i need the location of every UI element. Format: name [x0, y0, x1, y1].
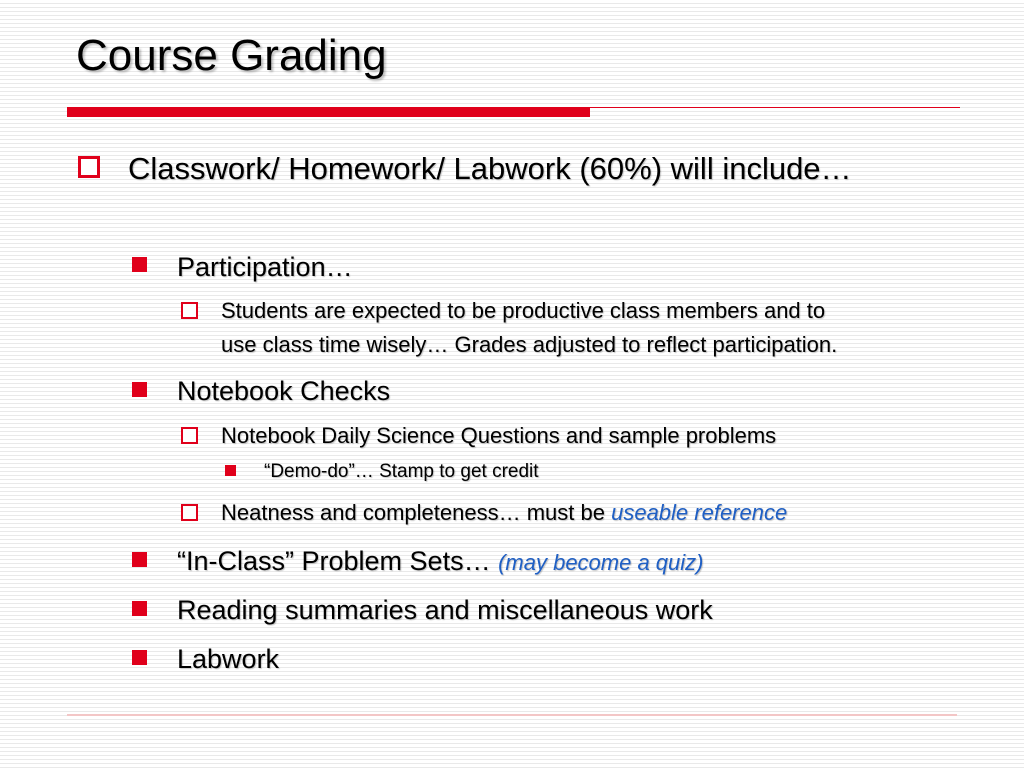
- neatness-text: Neatness and completeness… must be: [221, 500, 612, 525]
- solid-square-bullet-icon: [132, 650, 147, 665]
- bullet-classwork-homework-labwork: Classwork/ Homework/ Labwork (60%) will include…: [128, 151, 852, 186]
- neatness-emphasis: useable reference: [611, 500, 788, 525]
- in-class-text: “In-Class” Problem Sets…: [177, 546, 499, 576]
- bullet-participation-detail: Students are expected to be productive class members and to: [221, 298, 826, 323]
- solid-square-bullet-icon: [132, 552, 147, 567]
- bullet-notebook-daily-questions: Notebook Daily Science Questions and sample problems: [221, 423, 777, 448]
- hollow-square-bullet-icon: [181, 504, 198, 521]
- solid-square-bullet-icon: [132, 601, 147, 616]
- bullet-neatness-completeness: [221, 496, 787, 529]
- bullet-notebook-checks: Notebook Checks: [177, 376, 391, 406]
- bullet-reading-summaries: Reading summaries and miscellaneous work: [177, 595, 713, 625]
- hollow-square-bullet-icon: [78, 156, 100, 178]
- bullet-participation: Participation…: [177, 252, 353, 282]
- slide-title: Course Grading: [76, 31, 387, 80]
- bullet-participation-detail-continued: use class time wisely… Grades adjusted to reflect participation.: [221, 332, 838, 357]
- in-class-emphasis: (may become a quiz): [498, 550, 704, 575]
- bullet-in-class-problem-sets: [177, 543, 704, 581]
- bullet-demo-do: “Demo-do”… Stamp to get credit: [264, 461, 539, 482]
- hollow-square-bullet-icon: [181, 427, 198, 444]
- solid-square-bullet-icon: [225, 465, 236, 476]
- solid-square-bullet-icon: [132, 382, 147, 397]
- hollow-square-bullet-icon: [181, 302, 198, 319]
- bullet-labwork: Labwork: [177, 644, 280, 674]
- solid-square-bullet-icon: [132, 257, 147, 272]
